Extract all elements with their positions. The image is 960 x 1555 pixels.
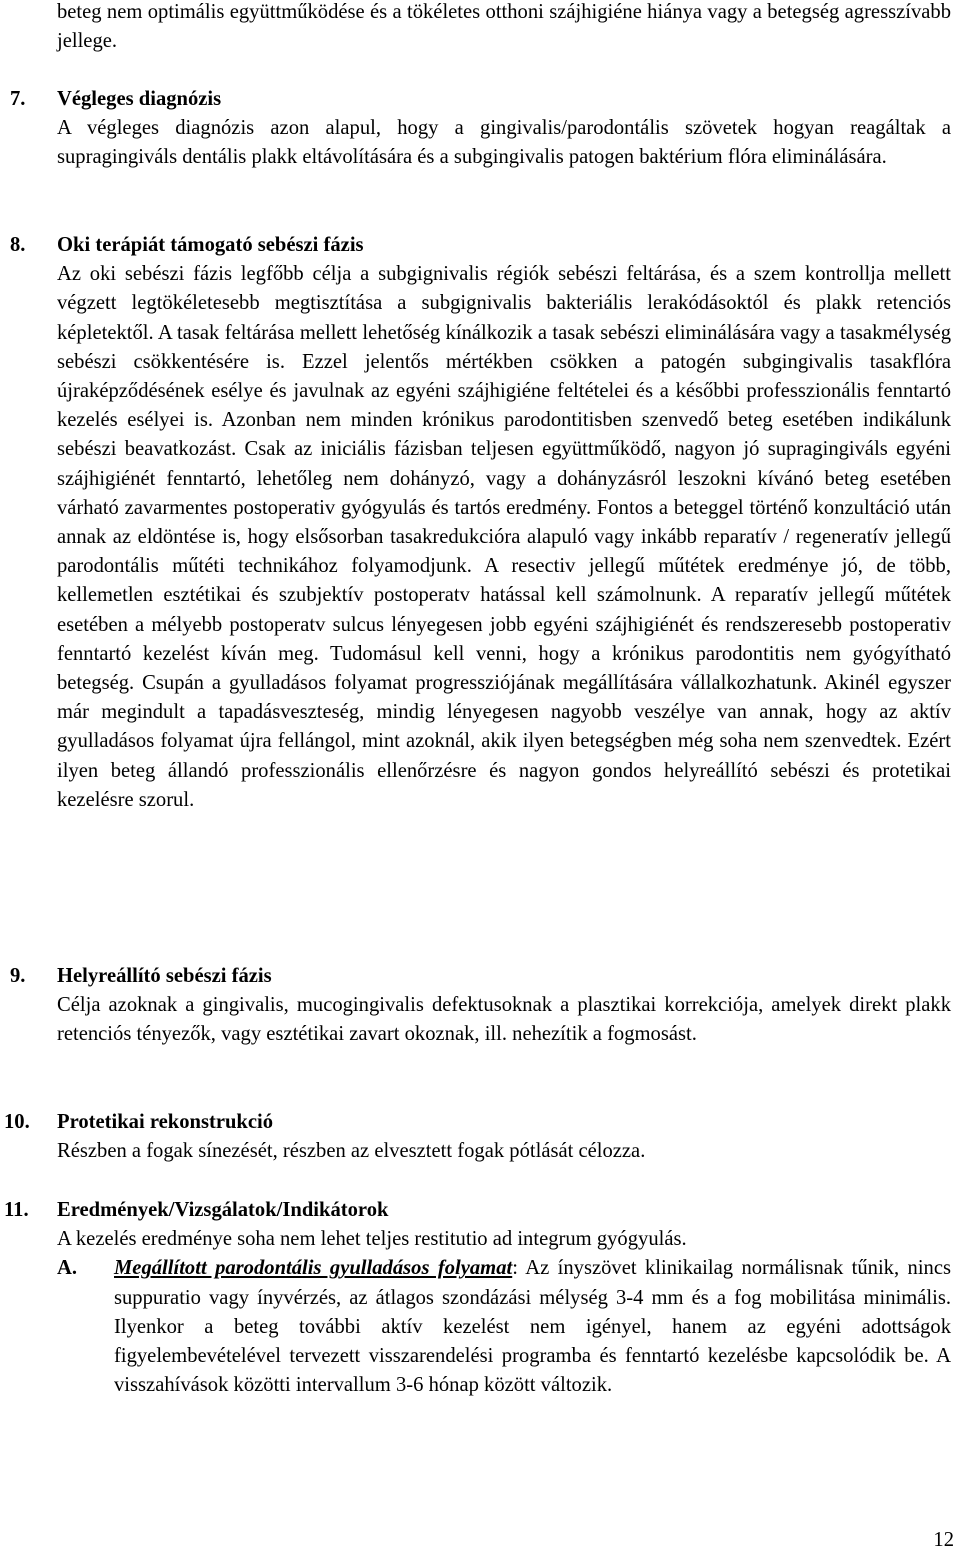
subsection-a <box>0 1254 960 1400</box>
section-8 <box>0 231 960 815</box>
section-heading <box>0 1108 960 1137</box>
section-number: 8. <box>10 234 26 256</box>
section-body: Célja azoknak a gingivalis, mucogingivalis defektusoknak a plasztikai korrekciója, amelyek direkt plakk retenciós tényezők, vagy esztétikai zavart okoznak, ill. nehezítik a fogmosást. <box>57 994 951 1046</box>
section-title: Eredmények/Vizsgálatok/Indikátorok <box>57 1199 389 1221</box>
subsection-body <box>114 1254 951 1400</box>
section-number: 10. <box>4 1111 30 1133</box>
section-body: Részben a fogak sínezését, részben az elvesztett fogak pótlását célozza. <box>57 1140 646 1163</box>
section-10 <box>0 1108 960 1166</box>
section-title: Helyreállító sebészi fázis <box>57 965 272 987</box>
page-number: 12 <box>933 1529 954 1551</box>
section-title: Protetikai rekonstrukció <box>57 1111 274 1133</box>
section-heading <box>0 85 960 114</box>
section-heading <box>0 1196 960 1225</box>
section-number: 7. <box>10 88 26 110</box>
section-heading <box>0 962 960 991</box>
subsection-text: Az ínyszövet klinikailag normálisnak tűnik, nincs suppuratio vagy ínyvérzés, az átlagos szondázási mélység 3-4 mm és a fog mobilitása minimális. Ilyenkor a beteg további aktív kezelést nem igényel, hanem az egyéni adottságok figyelembevételével tervezett visszarendelési programba és fenntartó kezelésbe kapcsolódik be. A visszahívások közötti intervallum 3-6 hónap között változik. <box>114 1257 951 1397</box>
subsection-colon: : <box>512 1257 518 1280</box>
intro-paragraph: beteg nem optimális együttműködése és a tökéletes otthoni szájhigiéne hiánya vagy a betegség agresszívabb jellege. <box>57 1 951 53</box>
section-title: Oki terápiát támogató sebészi fázis <box>57 234 364 256</box>
section-body: A kezelés eredménye soha nem lehet teljes restitutio ad integrum gyógyulás. <box>57 1228 687 1251</box>
subsection-title: Megállított parodontális gyulladásos folyamat <box>114 1257 513 1280</box>
section-number: 11. <box>4 1199 29 1221</box>
section-number: 9. <box>10 965 26 987</box>
section-7 <box>0 85 960 173</box>
section-title: Végleges diagnózis <box>57 88 222 110</box>
section-heading <box>0 231 960 260</box>
section-body: Az oki sebészi fázis legfőbb célja a subgignivalis régiók sebészi feltárása, és a szem kontrollja mellett végzett legtökéletesebb megtisztítása a subgignivalis bakteriális lerakódásoktól és plakk retenciós képletektől. A tasak feltárása mellett lehetőség kínálkozik a tasak sebészi eliminálására vagy a tasakmélység sebészi csökkentésére is. Ezzel jelentős mértékben csökken a patogén subgingivalis tasakflóra újraképződésének esélye és javulnak az egyéni szájhigiéne feltételei és a későbbi professzionális fenntartó kezelés esélyei is. Azonban nem minden krónikus parodontitisben szenvedő beteg esetében indikálunk sebészi beavatkozást. Csak az iniciális fázisban teljesen együttműködő, nagyon jó supragingiváls egyéni szájhigiénét fenntartó, lehetőleg nem dohányzó, vagy a dohányzásról leszokni kívánó beteg esetében várható zavarmentes postoperativ gyógyulás és tartós eredmény. Fontos a beteggel történő konzultáció után annak az eldöntése is, hogy elsősorban tasakredukcióra alapuló vagy inkább reparatív / regeneratív jellegű parodontális műtéti technikához folyamodjunk. A resectiv jellegű műtétek eredménye jó, de több, kellemetlen esztétikai és szubjektív postoperatv hatással kell számolnunk. A reparatív jellegű műtétek esetében a mélyebb postoperatv sulcus lényegesen jobb egyéni szájhigiénét és rendszeresebb postoperativ fenntartó kezelést kíván meg. Tudomásul kell venni, hogy a krónikus parodontitis nem gyógyítható betegség. Csupán a gyulladásos folyamat progressziójának megállítására vállalkozhatunk. Akinél egyszer már megindult a tapadásveszteség, mindig lényegesen nagyobb veszélye van annak, hogy az aktív gyulladásos folyamat újra fellángol, mint azoknál, akik ilyen betegségben még soha nem szenvedtek. Ezért ilyen beteg állandó professzionális ellenőrzésre és nagyon gondos helyreállító sebészi és protetikai kezelésre szorul. <box>57 263 951 811</box>
section-body: A végleges diagnózis azon alapul, hogy a gingivalis/parodontális szövetek hogyan reagáltak a supragingiváls dentális plakk eltávolítására és a subgingivalis patogen baktérium flóra eliminálására. <box>57 117 951 169</box>
section-11 <box>0 1196 960 1400</box>
section-9 <box>0 962 960 1050</box>
subsection-letter: A. <box>57 1257 78 1280</box>
